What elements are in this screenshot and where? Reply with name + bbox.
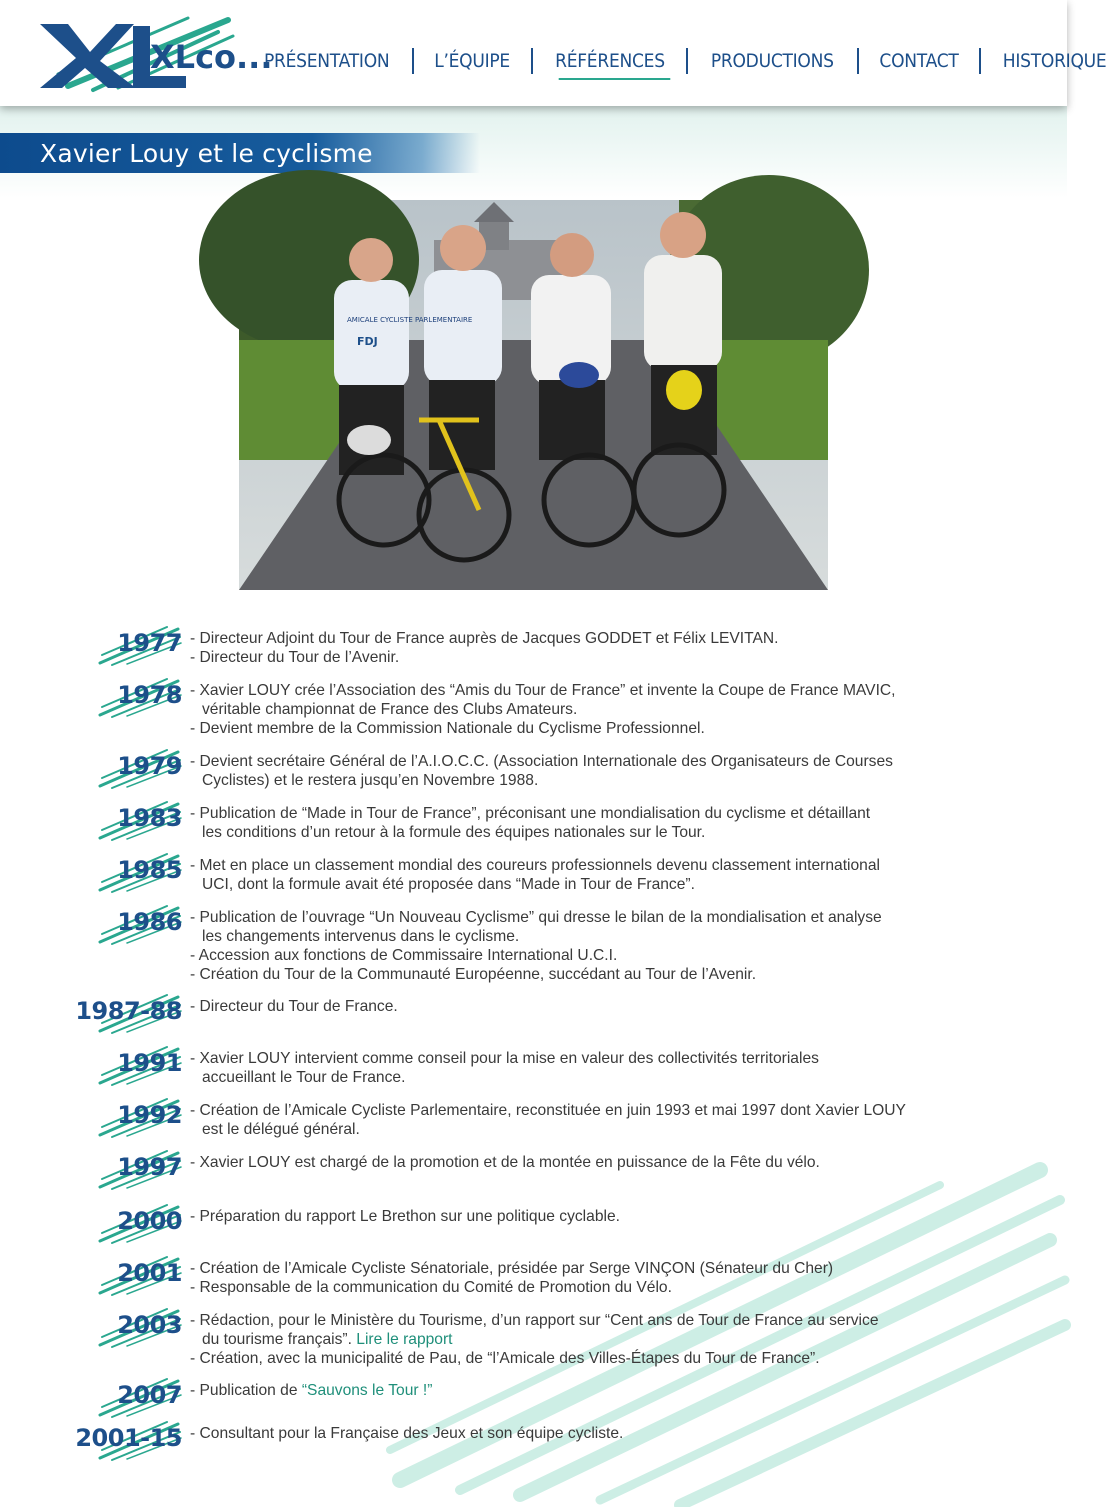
line-text: - Directeur du Tour de l’Avenir. — [190, 649, 400, 666]
description-line — [190, 752, 1010, 771]
year-marker — [72, 1147, 182, 1191]
line-text: accueillant le Tour de France. — [202, 1069, 406, 1086]
entry-description — [190, 856, 1010, 894]
description-line — [190, 648, 1010, 667]
line-text: - Consultant pour la Française des Jeux et son équipe cycliste. — [190, 1425, 624, 1442]
page-title-bar — [0, 133, 480, 173]
description-line — [190, 719, 1010, 738]
description-line — [190, 1349, 1010, 1368]
year-label: 1977 — [117, 629, 182, 657]
nav-item-5[interactable]: HISTORIQUE — [1002, 50, 1107, 72]
line-text: - Publication de l’ouvrage “Un Nouveau Cyclisme” qui dresse le bilan de la mondialisation et analyse — [190, 909, 882, 926]
description-line — [190, 908, 1010, 927]
line-text: - Création, avec la municipalité de Pau, de “l’Amicale des Villes-Étapes du Tour de France”. — [190, 1350, 820, 1367]
line-text: les conditions d’un retour à la formule des équipes nationales sur le Tour. — [202, 824, 706, 841]
entry-description — [190, 1049, 1010, 1087]
description-line — [190, 1311, 1010, 1330]
line-text: - Responsable de la communication du Comité de Promotion du Vélo. — [190, 1279, 672, 1296]
description-line — [190, 997, 1010, 1016]
description-line — [190, 804, 1010, 823]
entry-description — [190, 629, 1010, 667]
nav-separator — [857, 48, 859, 74]
line-text: - Directeur Adjoint du Tour de France auprès de Jacques GODDET et Félix LEVITAN. — [190, 630, 779, 647]
entry-description — [190, 1101, 1010, 1139]
line-text: - Préparation du rapport Le Brethon sur une politique cyclable. — [190, 1208, 620, 1225]
year-label: 2000 — [117, 1207, 182, 1235]
nav-separator — [531, 48, 533, 74]
year-label: 1986 — [117, 908, 182, 936]
nav-item-1[interactable]: L’ÉQUIPE — [434, 50, 511, 72]
year-marker — [72, 1043, 182, 1087]
line-text: - Met en place un classement mondial des coureurs professionnels devenu classement international — [190, 857, 880, 874]
line-text: - Création de l’Amicale Cycliste Sénatoriale, présidée par Serge VINÇON (Sénateur du Cher) — [190, 1260, 834, 1277]
entry-description — [190, 908, 1010, 984]
page-title: Xavier Louy et le cyclisme — [40, 139, 373, 168]
description-line — [190, 1101, 1010, 1120]
nav-item-4[interactable]: CONTACT — [879, 50, 959, 72]
description-line — [190, 1120, 1010, 1139]
nav-item-3[interactable]: PRODUCTIONS — [711, 50, 835, 72]
description-line — [190, 875, 1010, 894]
description-line — [190, 1381, 1010, 1400]
year-marker — [72, 746, 182, 790]
year-label: 2001 — [117, 1259, 182, 1287]
description-line — [190, 1424, 1010, 1443]
year-label: 2001-15 — [75, 1424, 182, 1452]
line-text: - Accession aux fonctions de Commissaire International U.C.I. — [190, 947, 618, 964]
description-line — [190, 1049, 1010, 1068]
line-text: - Devient secrétaire Général de l’A.I.O.C.C. (Association Internationale des Organisateurs de Courses — [190, 753, 893, 770]
year-label: 1979 — [117, 752, 182, 780]
line-text: - Publication de “Made in Tour de France”, préconisant une mondialisation du cyclisme et détaillant — [190, 805, 871, 822]
entry-description — [190, 1153, 1010, 1172]
description-line — [190, 700, 1010, 719]
year-label: 1985 — [117, 856, 182, 884]
year-marker — [72, 850, 182, 894]
description-line — [190, 927, 1010, 946]
line-text: - Xavier LOUY crée l’Association des “Amis du Tour de France” et invente la Coupe de France MAVIC, — [190, 682, 896, 699]
cyclists-photo — [239, 200, 828, 590]
entry-description — [190, 1207, 1010, 1226]
year-marker — [72, 623, 182, 667]
jersey-logo: FDJ — [357, 335, 378, 348]
description-line — [190, 965, 1010, 984]
line-text: - Directeur du Tour de France. — [190, 998, 398, 1015]
year-label: 1978 — [117, 681, 182, 709]
nav-separator — [412, 48, 414, 74]
nav-item-0[interactable]: PRÉSENTATION — [263, 50, 390, 72]
entry-description — [190, 1311, 1010, 1368]
description-line — [190, 1153, 1010, 1172]
year-marker — [72, 1201, 182, 1245]
year-marker — [72, 1305, 182, 1349]
nav-separator — [686, 48, 688, 74]
line-text: - Création de l’Amicale Cycliste Parlementaire, reconstituée en juin 1993 et mai 1997 dont Xavier LOUY — [190, 1102, 906, 1119]
text-link[interactable]: “Sauvons le Tour !” — [301, 1382, 433, 1399]
year-marker — [72, 798, 182, 842]
entry-description — [190, 681, 1010, 738]
line-text: - Publication de — [190, 1382, 298, 1399]
year-label: 1987-88 — [75, 997, 182, 1025]
year-marker — [72, 991, 182, 1035]
description-line — [190, 629, 1010, 648]
site-header — [0, 0, 1107, 106]
jersey-text: AMICALE CYCLISTE PARLEMENTAIRE — [347, 316, 473, 324]
line-text: - Rédaction, pour le Ministère du Tourisme, d’un rapport sur “Cent ans de Tour de France au service — [190, 1312, 879, 1329]
year-marker — [72, 1375, 182, 1419]
year-label: 1992 — [117, 1101, 182, 1129]
line-text: UCI, dont la formule avait été proposée dans “Made in Tour de France”. — [202, 876, 695, 893]
year-label: 2007 — [117, 1381, 182, 1409]
description-line — [190, 1330, 1010, 1349]
entry-description — [190, 1424, 1010, 1443]
description-line — [190, 1068, 1010, 1087]
description-line — [190, 946, 1010, 965]
line-text: Cyclistes) et le restera jusqu’en Novembre 1988. — [202, 772, 539, 789]
entry-description — [190, 1259, 1010, 1297]
year-marker — [72, 675, 182, 719]
description-line — [190, 681, 1010, 700]
logo-text: XLco... — [150, 38, 273, 76]
xlco-logo[interactable] — [38, 14, 273, 94]
main-nav — [255, 46, 1114, 76]
year-label: 2003 — [117, 1311, 182, 1339]
entry-description — [190, 804, 1010, 842]
year-label: 1991 — [117, 1049, 182, 1077]
line-text: les changements intervenus dans le cyclisme. — [202, 928, 520, 945]
line-text: est le délégué général. — [202, 1121, 360, 1138]
entry-description — [190, 1381, 1010, 1400]
line-text: - Xavier LOUY est chargé de la promotion et de la montée en puissance de la Fête du vélo. — [190, 1154, 820, 1171]
entry-description — [190, 752, 1010, 790]
line-text: - Devient membre de la Commission Nationale du Cyclisme Professionnel. — [190, 720, 705, 737]
year-marker — [72, 1095, 182, 1139]
year-label: 1997 — [117, 1153, 182, 1181]
description-line — [190, 823, 1010, 842]
line-text: - Xavier LOUY intervient comme conseil pour la mise en valeur des collectivités territoriales — [190, 1050, 819, 1067]
description-line — [190, 771, 1010, 790]
year-marker — [72, 1418, 182, 1462]
line-text: véritable championnat de France des Clubs Amateurs. — [202, 701, 578, 718]
year-label: 1983 — [117, 804, 182, 832]
description-line — [190, 856, 1010, 875]
nav-item-2[interactable]: RÉFÉRENCES — [554, 50, 665, 72]
nav-separator — [979, 48, 981, 74]
description-line — [190, 1278, 1010, 1297]
line-text: du tourisme français”. — [202, 1331, 352, 1348]
line-text: - Création du Tour de la Communauté Européenne, succédant au Tour de l’Avenir. — [190, 966, 757, 983]
year-marker — [72, 1253, 182, 1297]
year-marker — [72, 902, 182, 946]
description-line — [190, 1207, 1010, 1226]
text-link[interactable]: Lire le rapport — [356, 1331, 453, 1348]
entry-description — [190, 997, 1010, 1016]
description-line — [190, 1259, 1010, 1278]
